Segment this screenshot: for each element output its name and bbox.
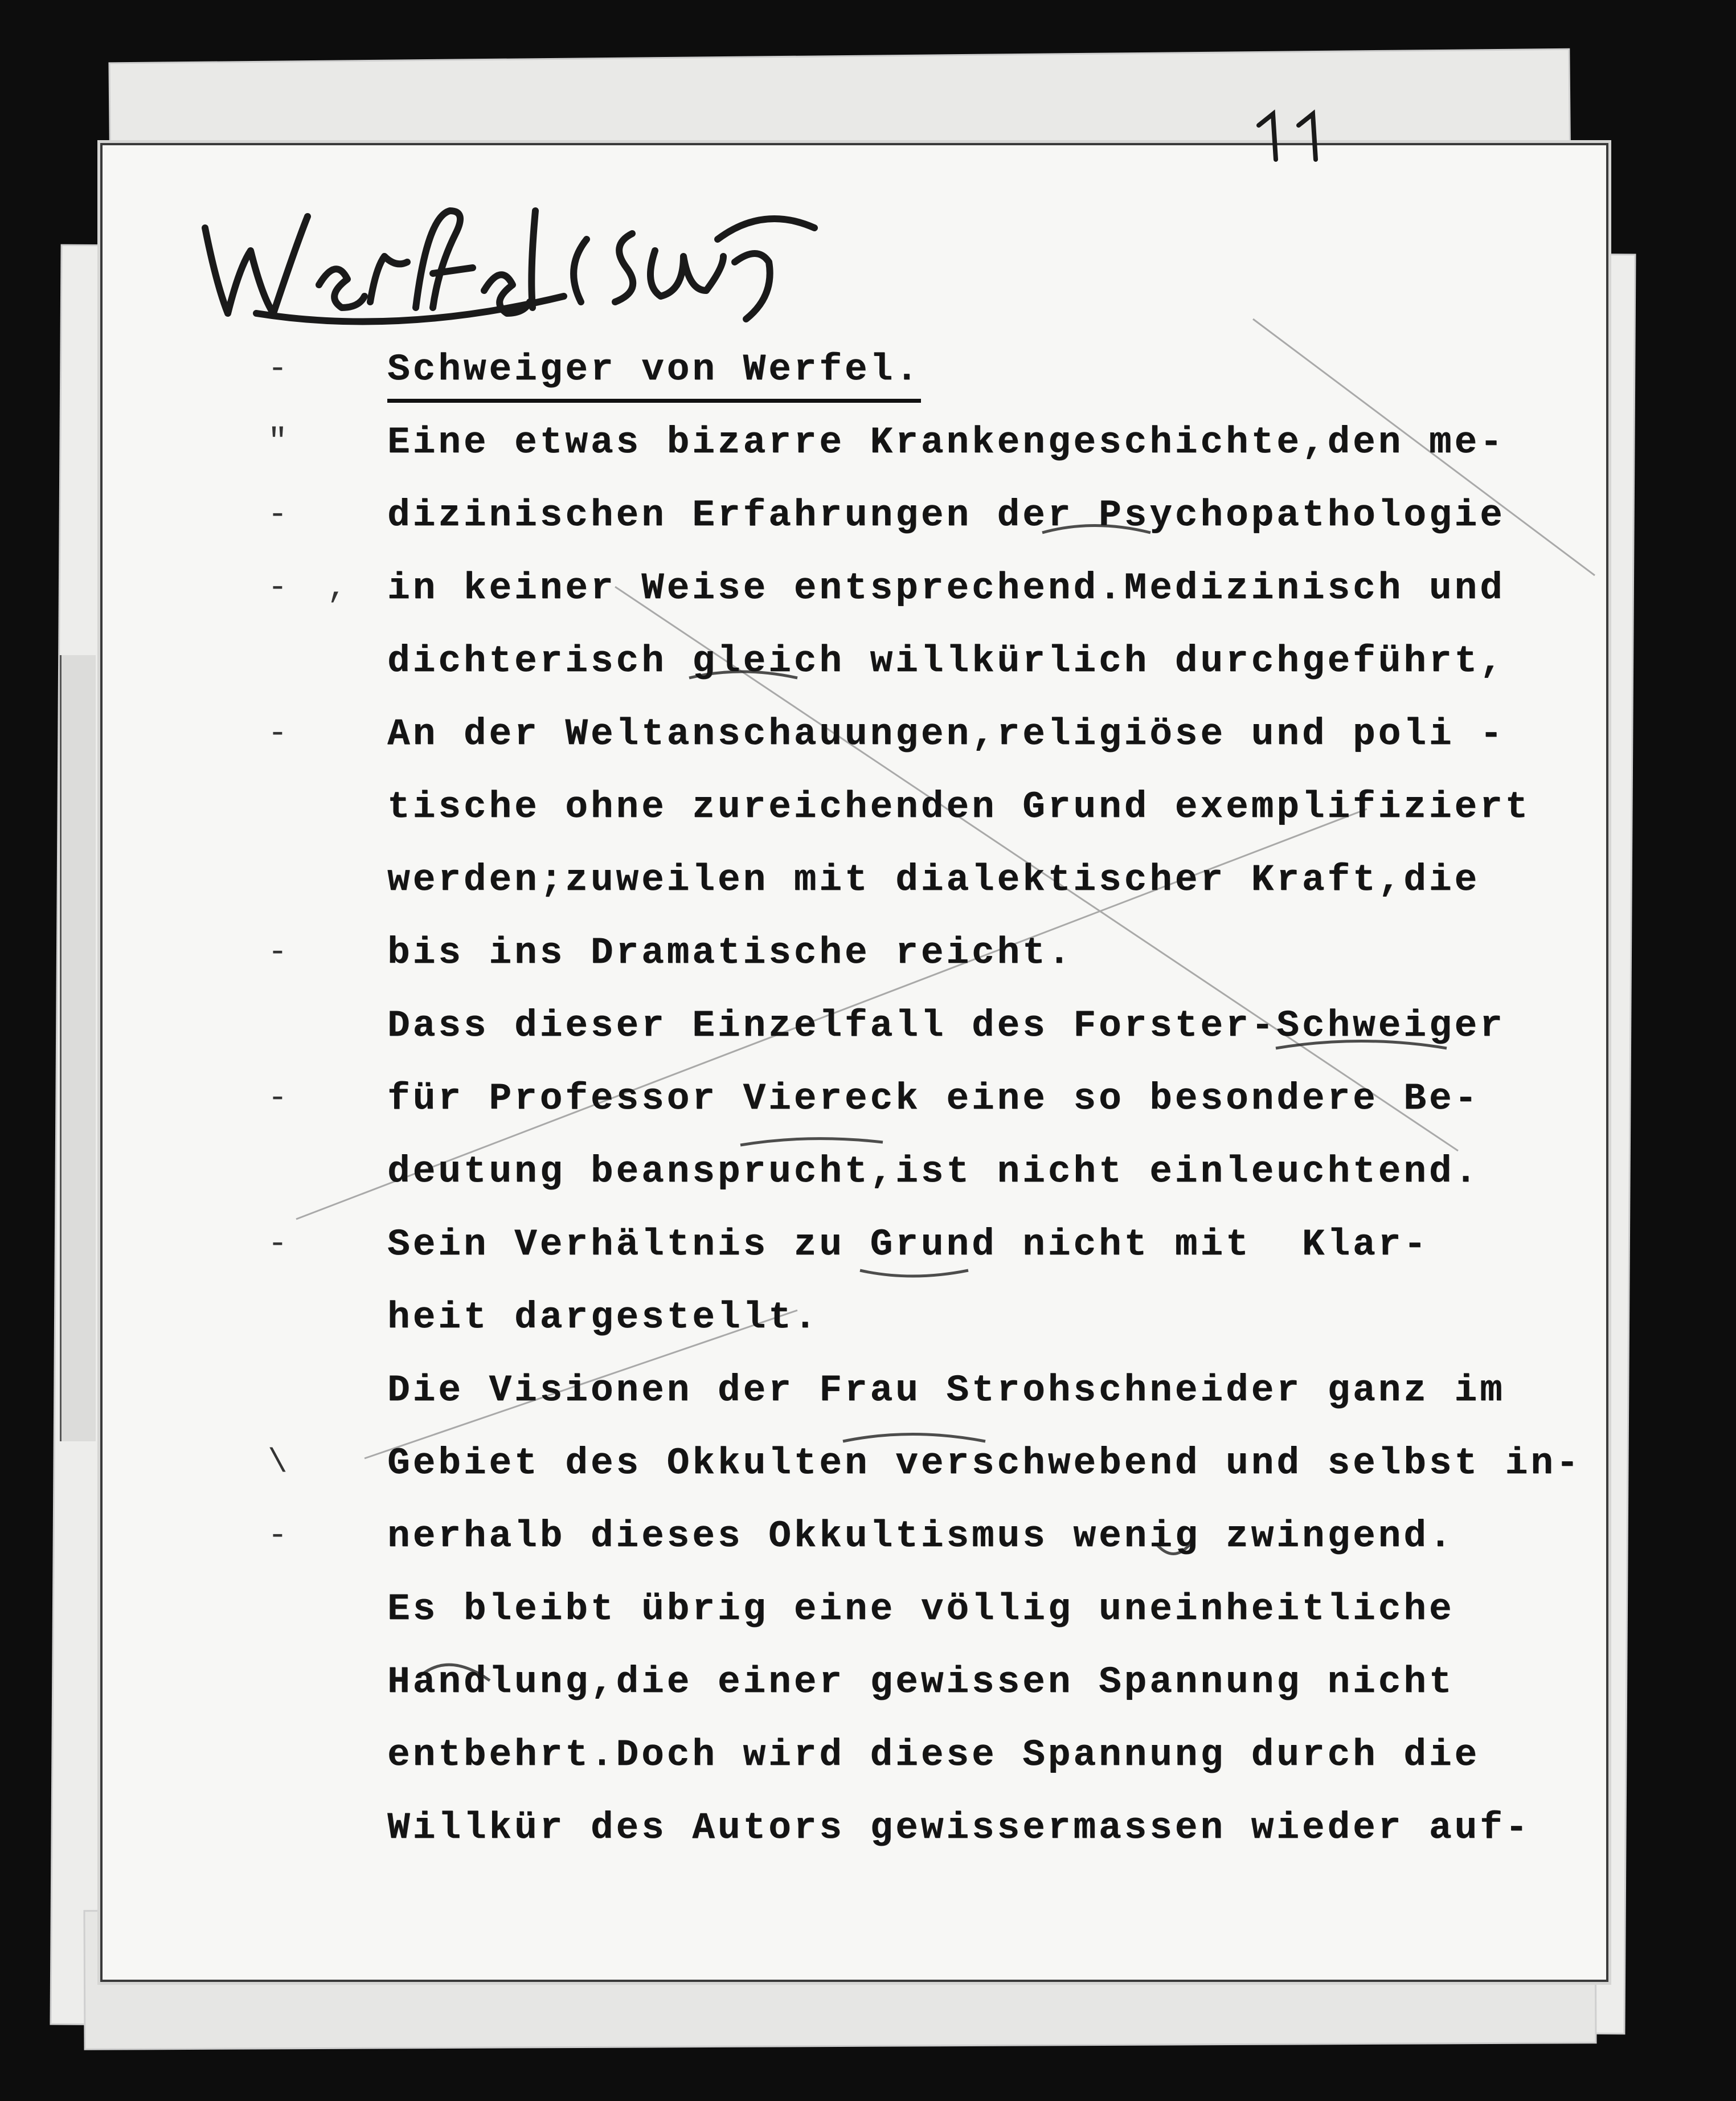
margin-mark [268,990,382,1062]
title-line [387,333,1532,406]
text-line: Es bleibt übrig eine völlig uneinheitliche [387,1588,1455,1630]
margin-mark: - [268,716,288,753]
text-line: dichterisch gleich willkürlich durchgeführt, [387,640,1505,682]
margin-mark [268,1354,382,1427]
margin-marks [268,333,382,1792]
margin-mark: - [268,497,288,534]
margin-mark: - [268,1080,288,1117]
text-line: für Professor Viereck eine so besondere Be- [387,1077,1480,1120]
margin-mark [268,1281,382,1354]
handwritten-page-number-icon [1242,103,1344,165]
margin-mark [268,1573,382,1646]
margin-mark: - , [268,570,347,607]
margin-mark: \ [268,1445,288,1482]
handwritten-signature-icon [188,188,826,330]
margin-mark [268,844,382,917]
text-line: deutung beansprucht,ist nicht einleuchtend. [387,1150,1480,1193]
text-line: Willkür des Autors gewissermassen wieder auf- [387,1806,1531,1849]
text-line: Die Visionen der Frau Strohschneider ganz im [387,1369,1505,1412]
text-line: heit dargestellt. [387,1296,820,1339]
text-line: in keiner Weise entsprechend.Medizinisch und [387,567,1505,610]
margin-mark: - [268,351,288,388]
text-line: nerhalb dieses Okkultismus wenig zwingend. [387,1515,1455,1558]
text-line: An der Weltanschauungen,religiöse und poli - [387,713,1505,755]
typed-text-body [387,333,1582,1865]
text-line: Sein Verhältnis zu Grund nicht mit Klar- [387,1223,1429,1266]
text-line: entbehrt.Doch wird diese Spannung durch die [387,1734,1480,1776]
text-line: Eine etwas bizarre Krankengeschichte,den me- [387,421,1505,464]
text-line: werden;zuweilen mit dialektischer Kraft,die [387,859,1480,901]
text-line: Gebiet des Okkulten verschwebend und selbst in- [387,1442,1582,1485]
document-title: Schweiger von Werfel. [387,344,921,403]
margin-mark [268,1646,382,1719]
margin-mark: " [268,424,288,461]
margin-mark [268,771,382,844]
paper-clip-edge [60,655,96,1441]
text-line: tische ohne zureichenden Grund exemplifiziert [387,786,1531,828]
text-line: Dass dieser Einzelfall des Forster-Schweiger [387,1004,1505,1047]
text-line: Handlung,die einer gewissen Spannung nicht [387,1661,1455,1703]
text-line: dizinischen Erfahrungen der Psychopathologie [387,494,1505,537]
margin-mark: - [268,1226,288,1263]
margin-mark: - [268,934,288,971]
margin-mark [268,1719,382,1792]
margin-mark [268,625,382,698]
margin-mark [268,1135,382,1208]
margin-mark: - [268,1518,288,1555]
text-line: bis ins Dramatische reicht. [387,931,1074,974]
